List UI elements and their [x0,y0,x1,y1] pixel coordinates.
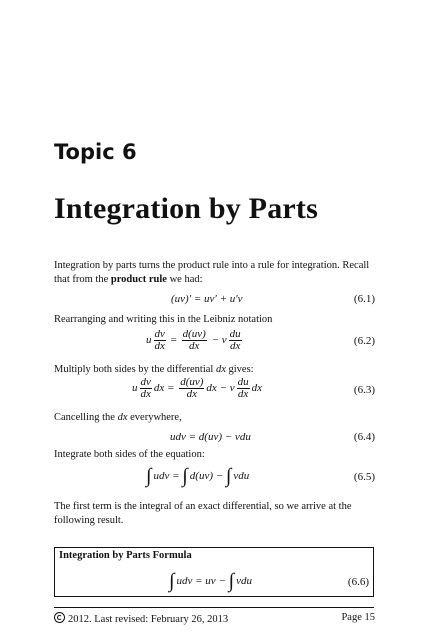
eq3-f3-num: du [237,376,249,388]
cancelling-text-b: everywhere, [127,412,182,423]
multiply-text [54,363,374,377]
eq2-f3-num: du [229,328,241,340]
conclusion-line-1: The first term is the integral of an exact differential, so we arrive at the [54,501,352,512]
equation-6-2 [146,329,244,352]
equation-number-6-3: (6.3) [353,384,375,396]
multiply-text-b: gives: [225,364,254,375]
eq3-f2-den: dx [186,388,197,400]
eq2-fraction-3 [229,329,242,352]
eq2-f2-den: dx [189,340,200,352]
product-rule-term: product rule [110,274,167,285]
eq6-term-1: udv = uv − [176,575,226,588]
eq3-after-1: dx = [153,382,175,395]
chapter-title: Integration by Parts [54,192,318,225]
eq3-var-u: u [132,382,138,395]
multiply-text-a: Multiply both sides by the differential [54,364,216,375]
eq3-after-3: dx [251,382,262,395]
eq3-fraction-1 [140,377,152,400]
eq3-f3-den: dx [237,388,249,400]
equation-6-3 [132,377,262,400]
rearranging-text: Rearranging and writing this in the Leibniz notation [54,314,273,325]
equation-number-6-4: (6.4) [353,431,375,443]
cancelling-text-a: Cancelling the [54,412,118,423]
copyright-icon [54,612,65,623]
eq3-f2-num: d(uv) [180,376,204,388]
cancelling-var-dx: dx [117,412,128,423]
equation-6-6 [169,570,252,593]
eq3-mid: dx − v [206,382,235,395]
eq2-f1-den: dx [154,340,165,352]
equation-number-6-5: (6.5) [353,471,375,483]
eq5-term-3: vdu [233,470,250,483]
eq3-f1-num: dv [140,376,151,388]
eq2-f1-num: dv [154,328,165,340]
equation-6-4: udv = d(uv) − vdu [170,431,251,443]
eq2-f3-den: dx [229,340,241,352]
eq3-fraction-2 [179,377,204,400]
footer-copyright [54,612,228,625]
equation-6-1: (uv)′ = uv′ + u′v [171,293,243,305]
footer-revision-text: 2012. Last revised: February 26, 2013 [68,614,229,625]
intro-paragraph [54,259,374,287]
page-number: Page 15 [341,612,375,623]
integral-sign: ∫ [146,465,152,487]
formula-box-title: Integration by Parts Formula [59,550,192,561]
eq2-fraction-1 [154,329,166,352]
integral-sign: ∫ [225,465,232,487]
footer-rule [54,607,374,608]
equation-number-6-1: (6.1) [353,293,375,305]
eq2-var-u: u [146,334,152,347]
conclusion-paragraph [54,500,374,528]
eq2-minus-v: − v [211,334,227,347]
equation-number-6-6: (6.6) [347,576,369,588]
integral-sign: ∫ [169,570,175,592]
eq5-term-1: udv = [153,470,180,483]
intro-line-1: Integration by parts turns the product rule into a rule for integration. Recall [54,260,370,271]
multiply-var-dx: dx [215,364,226,375]
equation-6-5 [146,465,249,488]
intro-line-2a: that from the [54,274,111,285]
integrate-text: Integrate both sides of the equation: [54,449,205,460]
intro-line-2b: we had: [166,274,203,285]
formula-box [54,547,374,597]
eq3-f1-den: dx [140,388,151,400]
eq3-fraction-3 [237,377,250,400]
eq6-term-2: vdu [236,575,252,588]
conclusion-line-2: following result. [54,515,124,526]
topic-label: Topic 6 [54,140,137,164]
integral-sign: ∫ [182,465,188,487]
equation-number-6-2: (6.2) [353,335,375,347]
eq2-fraction-2 [182,329,207,352]
integral-sign: ∫ [228,570,235,592]
eq5-term-2: d(uv) − [189,470,224,483]
eq2-f2-num: d(uv) [182,328,206,340]
cancelling-text [54,411,374,425]
eq2-equals: = [170,334,177,347]
